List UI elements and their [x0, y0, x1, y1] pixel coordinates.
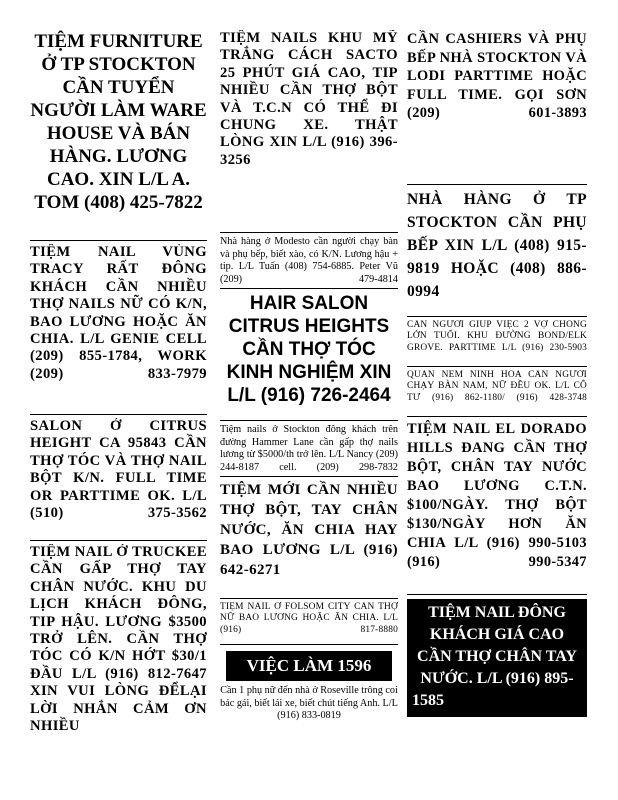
ad-divider — [220, 644, 398, 645]
ad-divider — [220, 476, 398, 477]
ad-column-3 — [407, 30, 587, 717]
ad-divider — [407, 594, 587, 595]
ad-new-salon: TIỆM MỚI CẦN NHIỀU THỢ BỘT, TAY CHÂN NƯỚC, ĂN CHIA HAY BAO LƯƠNG L/L (916) 642-6271 — [220, 482, 398, 578]
ad-furniture-stockton: TIỆM FURNITURE Ở TP STOCKTON CẦN TUYỂN NGƯỜI LÀM WARE HOUSE VÀ BÁN HÀNG. LƯƠNG CAO. XIN L/L A. TOM (408) 425-7822 — [30, 31, 207, 213]
ad-nail-folsom: TIỆM NAIL Ở FOLSOM CITY CẦN THỢ NỮ BAO LƯƠNG HOẶC ĂN CHIA. L/L (916) 817-8880 — [220, 602, 398, 635]
ad-restaurant-stockton: NHÀ HÀNG Ở TP STOCKTON CẦN PHỤ BẾP XIN L/L (408) 915-9819 HOẶC (408) 886-0994 — [407, 191, 587, 300]
ad-divider — [407, 316, 587, 317]
ad-housekeeper-elk-grove: CẦN NGƯỜI GIÚP VIỆC 2 VỢ CHỒNG LỚN TUỔI. KHU ĐƯỜNG BOND/ELK GROVE. PARTTIME L/L (916) 230-5903 — [407, 320, 587, 353]
ad-cashiers-stockton-lodi: CẦN CASHIERS VÀ PHỤ BẾP NHÀ STOCKTON VÀ LODI PARTTIME HOẶC FULL TIME. GỌI SƠN (209) 601-3893 — [407, 31, 587, 121]
ad-divider — [220, 420, 398, 421]
ad-restaurant-modesto: Nhà hàng ở Modesto cần người chạy bàn và phụ bếp, biết xào, có K/N. Lương hậu + tip. L/L Tuấn (408) 754-6885. Peter Vũ (209) 479-4814 — [220, 236, 398, 285]
ad-divider — [407, 366, 587, 367]
section-header-viec-lam: VIỆC LÀM 1596 — [226, 651, 392, 681]
ad-nail-truckee: TIỆM NAIL Ở TRUCKEE CẦN GẤP THỢ TAY CHÂN NƯỚC. KHU DU LỊCH KHÁCH ĐÔNG, TIP HẬU. LƯƠNG $3500 TRỞ LÊN. CẦN THỢ TÓC CÓ K/N HỚT $30/1 ĐẦU L/L (916) 812-7647 XIN VUI LÒNG ĐỂLẠI LỜI NHẮN CẢM ƠN NHIỀU — [30, 544, 207, 735]
ad-salon-citrus-height: SALON Ở CITRUS HEIGHT CA 95843 CẦN THỢ TÓC VÀ THỢ NAIL BỘT K/N. FULL TIME OR PARTTIME OK. L/L (510) 375-3562 — [30, 418, 207, 522]
ad-nails-hammer-lane: Tiệm nails ở Stockton đông khách trên đường Hammer Lane cần gấp thợ nails lương từ $5000/th trở lên. L/L Nancy (209) 244-8187 cell. (209) 298-7832 — [220, 424, 398, 473]
ad-nails-sacto: TIỆM NAILS KHU MỸ TRẮNG CÁCH SACTO 25 PHÚT GIÁ CAO, TIP NHIỀU CẦN THỢ BỘT VÀ T.C.N CÓ THỂ ĐI CHUNG XE. THẬT LÒNG XIN L/L (916) 396-3256 — [220, 30, 398, 168]
ad-divider — [30, 414, 207, 415]
ad-nem-ninh-hoa: QUÁN NEM NINH HÒA CẦN NGƯỜI CHẠY BÀN NAM, NỮ ĐỀU OK. L/L CÔ TƯ (916) 862-1180/ (916) 428-3748 — [407, 370, 587, 403]
ad-nail-dong-khach: TIỆM NAIL ĐÔNG KHÁCH GIÁ CAO CẦN THỢ CHÂN TAY NƯỚC. L/L (916) 895-1585 — [407, 599, 587, 717]
ad-nail-tracy: TIỆM NAIL VÙNG TRACY RẤT ĐÔNG KHÁCH CẦN NHIỀU THỢ NAILS NỮ CÓ K/N, BAO LƯƠNG HOẶC ĂN CHIA. L/L GENIE CELL (209) 855-1784, WORK (209) 833-7979 — [30, 244, 207, 382]
ad-divider — [220, 232, 398, 233]
ad-column-1 — [30, 30, 207, 754]
ad-divider — [220, 598, 398, 599]
ad-caregiver-roseville: Cần 1 phụ nữ đến nhà ở Roseville trông coi bác gái, biết lái xe, biết chút tiếng Anh. L/L (916) 833-0819 — [220, 685, 398, 722]
ad-divider — [220, 288, 398, 289]
ad-divider — [30, 540, 207, 541]
ad-nail-el-dorado-hills: TIỆM NAIL EL DORADO HILLS ĐANG CẦN THỢ BỘT, CHÂN TAY NƯỚC BAO LƯƠNG C.T.N. $100/NGÀY. THỢ BỘT $130/NGÀY HƠN ĂN CHIA L/L (916) 990-5103 (916) 990-5347 — [407, 421, 587, 570]
ad-column-2 — [220, 30, 398, 725]
ad-divider — [407, 416, 587, 417]
ad-divider — [407, 184, 587, 185]
ad-divider — [30, 240, 207, 241]
ad-hair-salon-citrus-heights: HAIR SALON CITRUS HEIGHTS CẦN THỢ TÓC KINH NGHIỆM XIN L/L (916) 726-2464 — [226, 293, 392, 406]
